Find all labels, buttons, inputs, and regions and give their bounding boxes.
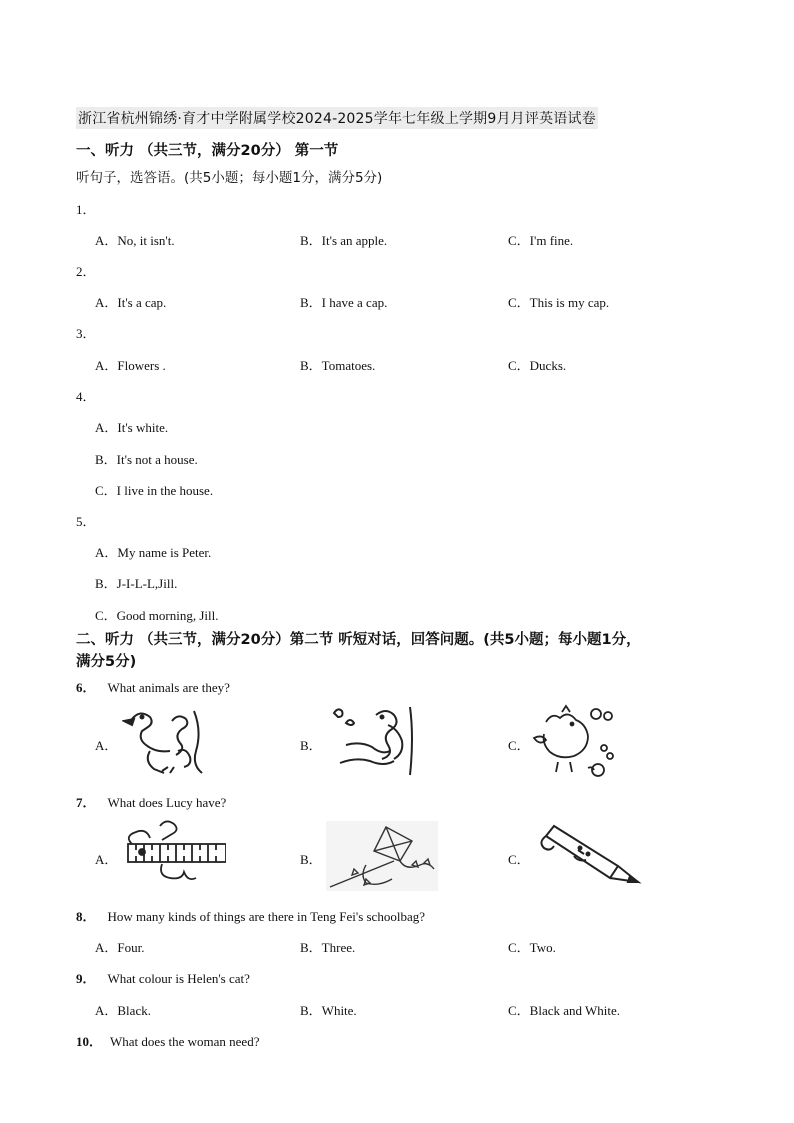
q6-option-c[interactable]: C．: [508, 738, 530, 753]
q4-option-c[interactable]: C．I live in the house.: [95, 483, 214, 498]
question-10-text: What does the woman need?: [110, 1034, 260, 1049]
q8-option-a[interactable]: A．Four.: [95, 940, 145, 955]
q5-option-a[interactable]: A．My name is Peter.: [95, 545, 212, 560]
hen-and-chicks-image[interactable]: [532, 704, 616, 780]
question-9-text: What colour is Helen's cat?: [107, 971, 250, 986]
q8-option-c[interactable]: C．Two.: [508, 940, 556, 955]
q1-option-b[interactable]: B．It's an apple.: [300, 233, 388, 248]
question-number-5: 5．: [76, 514, 96, 529]
question-number-7: 7．: [76, 795, 96, 810]
question-number-1: 1．: [76, 202, 96, 217]
section1-heading: 一、听力 （共三节，满分20分） 第一节: [76, 143, 339, 159]
question-number-2: 2．: [76, 264, 96, 279]
q4-option-b[interactable]: B．It's not a house.: [95, 452, 198, 467]
question-8: [76, 906, 425, 925]
ruler-image[interactable]: [122, 818, 226, 890]
question-9: [76, 968, 250, 987]
question-7-text: What does Lucy have?: [107, 795, 227, 810]
question-number-4: 4．: [76, 389, 96, 404]
section1-instruction: 听句子，选答语。(共5小题；每小题1分，满分5分): [76, 170, 383, 186]
section2-heading-line2: 满分5分): [76, 654, 137, 670]
q6-option-a[interactable]: A．: [95, 738, 118, 753]
q4-option-a[interactable]: A．It's white.: [95, 420, 169, 435]
q9-option-b[interactable]: B．White.: [300, 1003, 357, 1018]
q3-option-c[interactable]: C．Ducks.: [508, 358, 567, 373]
section2-heading-line1: 二、听力 （共三节，满分20分）第二节 听短对话，回答问题。(共5小题；每小题1分，: [76, 632, 641, 648]
duck-and-chicks-image[interactable]: [122, 705, 210, 777]
q2-option-a[interactable]: A．It's a cap.: [95, 295, 167, 310]
q5-option-c[interactable]: C．Good morning, Jill.: [95, 608, 219, 623]
q5-option-b[interactable]: B．J-I-L-L,Jill.: [95, 576, 178, 591]
question-number-6: 6．: [76, 680, 96, 695]
q2-option-b[interactable]: B．I have a cap.: [300, 295, 388, 310]
q2-option-c[interactable]: C．This is my cap.: [508, 295, 610, 310]
kite-image[interactable]: [326, 821, 438, 891]
q9-option-a[interactable]: A．Black.: [95, 1003, 151, 1018]
question-number-9: 9．: [76, 971, 96, 986]
q7-option-c[interactable]: C．: [508, 852, 530, 867]
question-10: [76, 1031, 259, 1050]
q8-option-b[interactable]: B．Three.: [300, 940, 356, 955]
pencil-image[interactable]: [534, 822, 644, 888]
q3-option-a[interactable]: A．Flowers .: [95, 358, 166, 373]
question-8-text: How many kinds of things are there in Teng Fei's schoolbag?: [107, 909, 425, 924]
q3-option-b[interactable]: B．Tomatoes.: [300, 358, 376, 373]
q7-option-b[interactable]: B．: [300, 852, 322, 867]
question-number-3: 3．: [76, 326, 96, 341]
question-7: [76, 792, 226, 811]
question-number-8: 8．: [76, 909, 96, 924]
question-6-text: What animals are they?: [107, 680, 230, 695]
q1-option-a[interactable]: A．No, it isn't.: [95, 233, 175, 248]
q9-option-c[interactable]: C．Black and White.: [508, 1003, 621, 1018]
exam-title: 浙江省杭州锦绣·育才中学附属学校2024-2025学年七年级上学期9月月评英语试卷: [76, 107, 598, 129]
geese-image[interactable]: [326, 703, 418, 779]
q7-option-a[interactable]: A．: [95, 852, 118, 867]
q6-option-b[interactable]: B．: [300, 738, 322, 753]
question-6: [76, 677, 230, 696]
q1-option-c[interactable]: C．I'm fine.: [508, 233, 574, 248]
question-number-10: 10．: [76, 1034, 103, 1049]
